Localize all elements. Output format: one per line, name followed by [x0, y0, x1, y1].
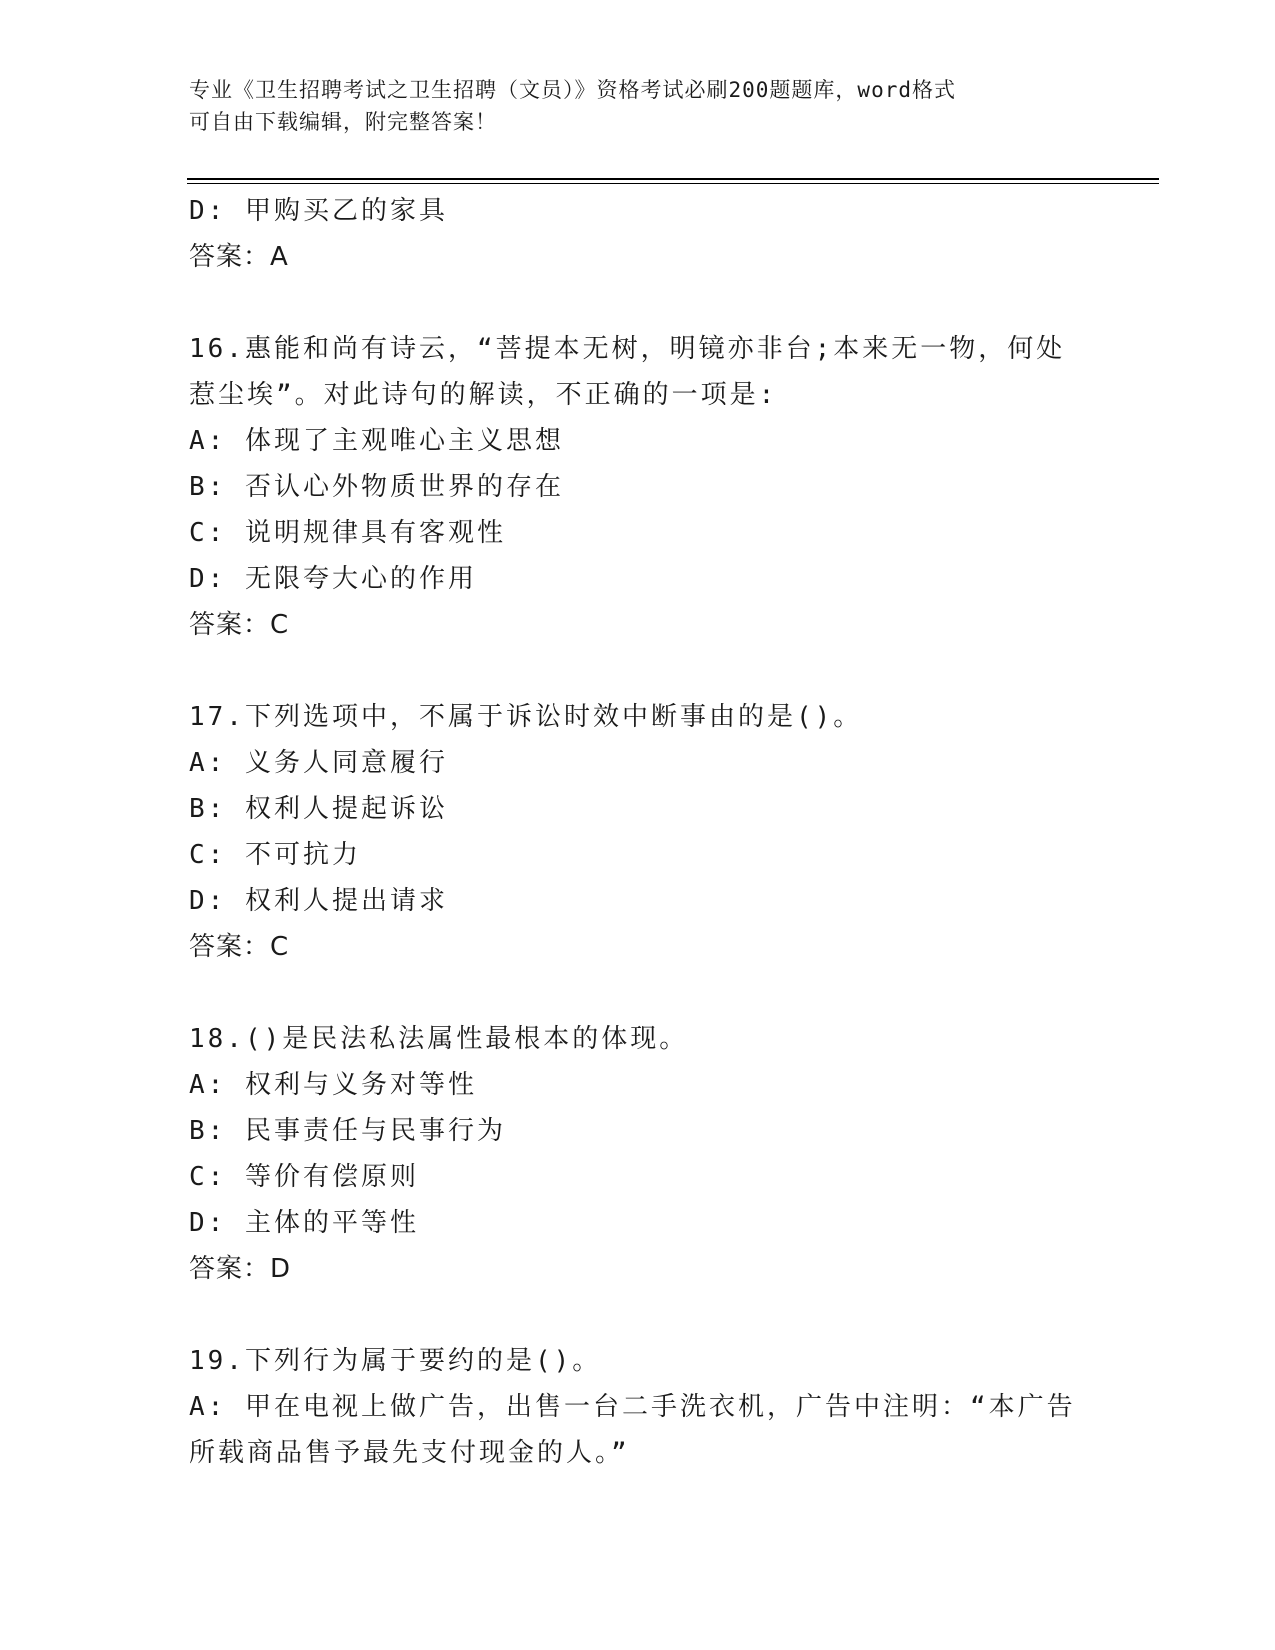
- question-stem-continued: 惹尘埃”。对此诗句的解读，不正确的一项是:: [189, 380, 778, 410]
- option-a: A: 体现了主观唯心主义思想: [189, 426, 564, 456]
- answer-line: 答案：C: [189, 610, 290, 640]
- question-17: [189, 694, 1089, 970]
- question-16: [189, 326, 1089, 648]
- option-a: A: 权利与义务对等性: [189, 1070, 477, 1100]
- header-title-line-2: 可自由下载编辑，附完整答案！: [189, 110, 497, 134]
- option-d: D: 权利人提出请求: [189, 886, 448, 916]
- option-c: C: 不可抗力: [189, 840, 361, 870]
- spacer: [189, 970, 1089, 1016]
- option-d: D: 无限夸大心的作用: [189, 564, 477, 594]
- question-stem: 17.下列选项中，不属于诉讼时效中断事由的是()。: [189, 702, 863, 732]
- option-b: B: 否认心外物质世界的存在: [189, 472, 564, 502]
- question-content: [189, 188, 1089, 1476]
- question-stem: 19.下列行为属于要约的是()。: [189, 1346, 602, 1376]
- option-b: B: 民事责任与民事行为: [189, 1116, 506, 1146]
- answer-line: 答案：A: [189, 242, 289, 272]
- question-15-continuation: [189, 188, 1089, 280]
- header-divider-thin: [187, 183, 1159, 184]
- option-c: C: 说明规律具有客观性: [189, 518, 506, 548]
- option-a: A: 义务人同意履行: [189, 748, 448, 778]
- option-b: B: 权利人提起诉讼: [189, 794, 448, 824]
- option-c: C: 等价有偿原则: [189, 1162, 419, 1192]
- question-18: [189, 1016, 1089, 1292]
- question-stem: 18.()是民法私法属性最根本的体现。: [189, 1024, 689, 1054]
- header-title-line-1: 专业《卫生招聘考试之卫生招聘（文员）》资格考试必刷200题题库，word格式: [189, 78, 956, 102]
- header-divider-thick: [187, 178, 1159, 180]
- question-stem: 16.惠能和尚有诗云，“菩提本无树，明镜亦非台;本来无一物，何处: [189, 334, 1066, 364]
- spacer: [189, 280, 1089, 326]
- spacer: [189, 648, 1089, 694]
- option-d: D: 主体的平等性: [189, 1208, 419, 1238]
- option-a: A: 甲在电视上做广告，出售一台二手洗衣机，广告中注明：“本广告: [189, 1392, 1076, 1422]
- page-header: [189, 74, 1089, 138]
- answer-line: 答案：D: [189, 1254, 292, 1284]
- option-a-continued: 所载商品售予最先支付现金的人。”: [189, 1438, 630, 1468]
- answer-line: 答案：C: [189, 932, 290, 962]
- spacer: [189, 1292, 1089, 1338]
- option-d: D: 甲购买乙的家具: [189, 196, 448, 226]
- question-19: [189, 1338, 1089, 1476]
